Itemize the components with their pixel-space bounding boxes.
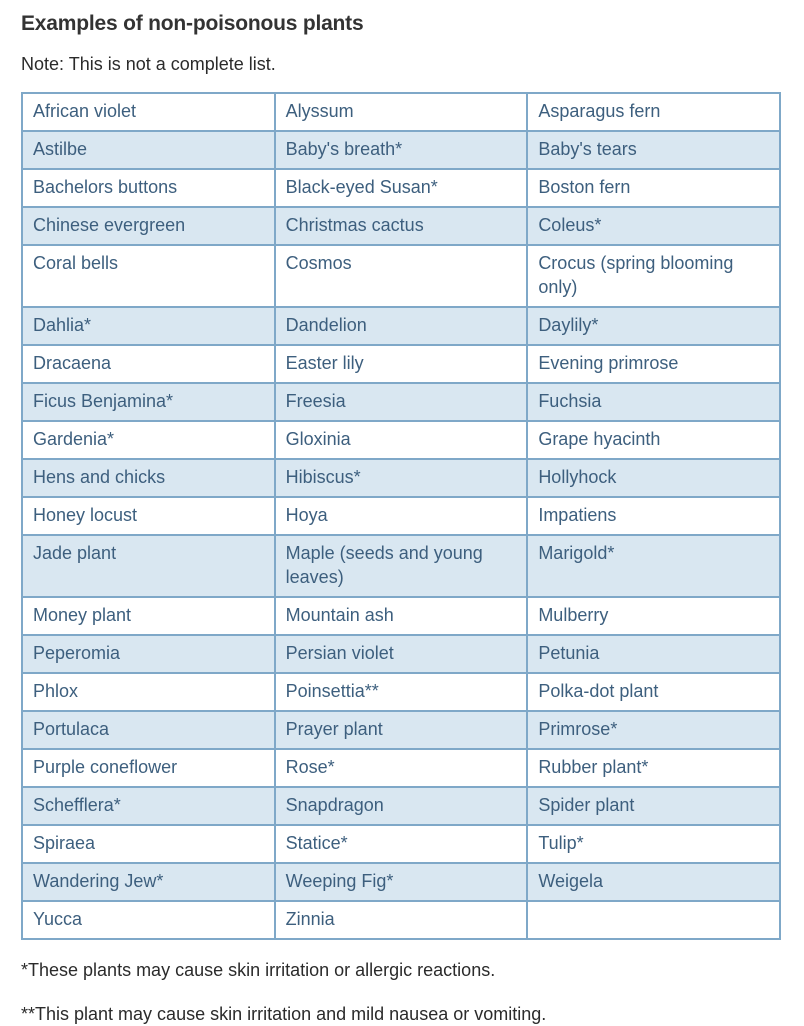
table-cell bbox=[527, 901, 780, 939]
table-cell: Petunia bbox=[527, 635, 780, 673]
table-cell: Hoya bbox=[275, 497, 528, 535]
table-cell: Cosmos bbox=[275, 245, 528, 307]
table-cell: Spider plant bbox=[527, 787, 780, 825]
footnote-single-asterisk: *These plants may cause skin irritation or allergic reactions. bbox=[21, 960, 496, 980]
table-cell: Hollyhock bbox=[527, 459, 780, 497]
table-cell: Wandering Jew* bbox=[22, 863, 275, 901]
table-cell: Zinnia bbox=[275, 901, 528, 939]
table-cell: Tulip* bbox=[527, 825, 780, 863]
table-cell: Honey locust bbox=[22, 497, 275, 535]
table-cell: Phlox bbox=[22, 673, 275, 711]
table-cell: Fuchsia bbox=[527, 383, 780, 421]
table-cell: Persian violet bbox=[275, 635, 528, 673]
table-cell: Dracaena bbox=[22, 345, 275, 383]
table-cell: Bachelors buttons bbox=[22, 169, 275, 207]
table-cell: Marigold* bbox=[527, 535, 780, 597]
table-cell: Gloxinia bbox=[275, 421, 528, 459]
table-cell: Daylily* bbox=[527, 307, 780, 345]
table-cell: Grape hyacinth bbox=[527, 421, 780, 459]
table-cell: Purple coneflower bbox=[22, 749, 275, 787]
table-cell: Rose* bbox=[275, 749, 528, 787]
table-cell: Peperomia bbox=[22, 635, 275, 673]
table-row bbox=[22, 863, 780, 901]
table-cell: Primrose* bbox=[527, 711, 780, 749]
table-cell: Dahlia* bbox=[22, 307, 275, 345]
table-cell: Chinese evergreen bbox=[22, 207, 275, 245]
table-cell: Boston fern bbox=[527, 169, 780, 207]
footnote-double-asterisk: **This plant may cause skin irritation and mild nausea or vomiting. bbox=[21, 1004, 547, 1024]
table-row bbox=[22, 901, 780, 939]
table-row bbox=[22, 345, 780, 383]
plants-table-body bbox=[22, 93, 780, 939]
table-cell: Polka-dot plant bbox=[527, 673, 780, 711]
table-cell: Astilbe bbox=[22, 131, 275, 169]
table-cell: African violet bbox=[22, 93, 275, 131]
table-cell: Coral bells bbox=[22, 245, 275, 307]
table-cell: Alyssum bbox=[275, 93, 528, 131]
table-cell: Ficus Benjamina* bbox=[22, 383, 275, 421]
table-cell: Evening primrose bbox=[527, 345, 780, 383]
table-cell: Baby's tears bbox=[527, 131, 780, 169]
table-cell: Yucca bbox=[22, 901, 275, 939]
table-cell: Black-eyed Susan* bbox=[275, 169, 528, 207]
table-cell: Snapdragon bbox=[275, 787, 528, 825]
table-row bbox=[22, 383, 780, 421]
table-row bbox=[22, 421, 780, 459]
table-row bbox=[22, 749, 780, 787]
table-cell: Freesia bbox=[275, 383, 528, 421]
table-cell: Mountain ash bbox=[275, 597, 528, 635]
table-cell: Maple (seeds and young leaves) bbox=[275, 535, 528, 597]
table-row bbox=[22, 597, 780, 635]
table-row bbox=[22, 787, 780, 825]
table-row bbox=[22, 459, 780, 497]
table-cell: Hens and chicks bbox=[22, 459, 275, 497]
table-cell: Jade plant bbox=[22, 535, 275, 597]
table-cell: Christmas cactus bbox=[275, 207, 528, 245]
table-cell: Mulberry bbox=[527, 597, 780, 635]
table-cell: Easter lily bbox=[275, 345, 528, 383]
table-cell: Poinsettia** bbox=[275, 673, 528, 711]
note-text: Note: This is not a complete list. bbox=[21, 54, 276, 74]
table-cell: Asparagus fern bbox=[527, 93, 780, 131]
table-row bbox=[22, 825, 780, 863]
table-cell: Dandelion bbox=[275, 307, 528, 345]
table-cell: Coleus* bbox=[527, 207, 780, 245]
table-cell: Schefflera* bbox=[22, 787, 275, 825]
table-cell: Prayer plant bbox=[275, 711, 528, 749]
table-row bbox=[22, 307, 780, 345]
table-cell: Gardenia* bbox=[22, 421, 275, 459]
table-cell: Spiraea bbox=[22, 825, 275, 863]
plants-table bbox=[21, 92, 781, 940]
table-cell: Portulaca bbox=[22, 711, 275, 749]
page-content bbox=[21, 10, 781, 1026]
page-title: Examples of non-poisonous plants bbox=[21, 12, 364, 35]
table-row bbox=[22, 207, 780, 245]
table-cell: Baby's breath* bbox=[275, 131, 528, 169]
table-row bbox=[22, 635, 780, 673]
table-cell: Money plant bbox=[22, 597, 275, 635]
table-row bbox=[22, 93, 780, 131]
table-cell: Weeping Fig* bbox=[275, 863, 528, 901]
table-row bbox=[22, 673, 780, 711]
table-cell: Weigela bbox=[527, 863, 780, 901]
table-cell: Crocus (spring blooming only) bbox=[527, 245, 780, 307]
table-row bbox=[22, 497, 780, 535]
table-cell: Hibiscus* bbox=[275, 459, 528, 497]
table-row bbox=[22, 169, 780, 207]
table-cell: Impatiens bbox=[527, 497, 780, 535]
table-row bbox=[22, 711, 780, 749]
table-row bbox=[22, 535, 780, 597]
table-cell: Rubber plant* bbox=[527, 749, 780, 787]
table-cell: Statice* bbox=[275, 825, 528, 863]
table-row bbox=[22, 131, 780, 169]
table-row bbox=[22, 245, 780, 307]
